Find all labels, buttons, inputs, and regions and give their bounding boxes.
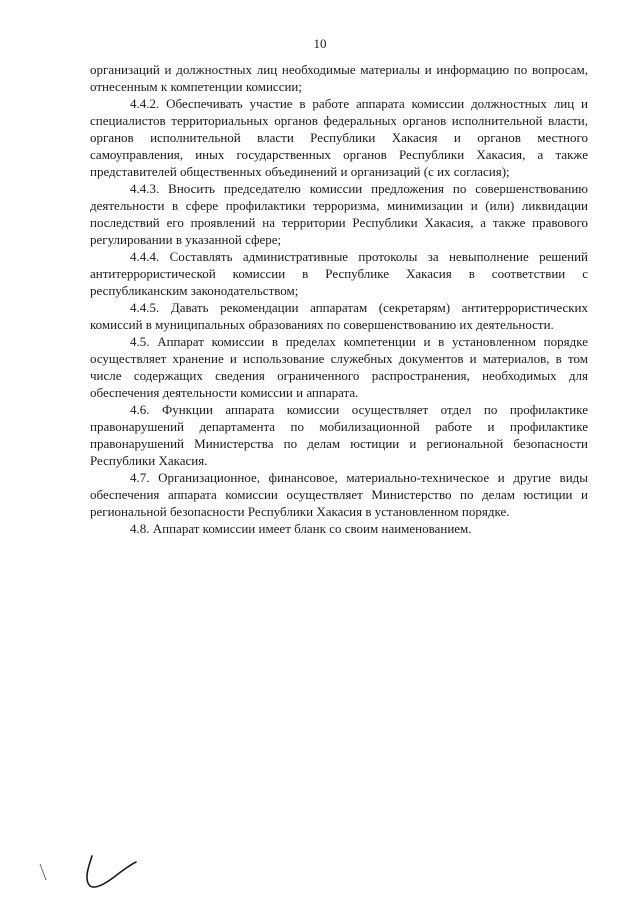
page-number: 10 <box>313 36 327 51</box>
paragraph-4-4-5: 4.4.5. Давать рекомендации аппаратам (секретарям) антитеррористических комиссий в муниципальных образованиях по совершенствованию их деятельности. <box>90 300 588 332</box>
paragraph-4-4-3: 4.4.3. Вносить председателю комиссии предложения по совершенствованию деятельности в сфере профилактики терроризма, минимизации и (или) ликвидации последствий его проявлений на территории Республики Хакасия, а также правового регулировании в указанной сфере; <box>90 181 588 247</box>
paragraph-4-8: 4.8. Аппарат комиссии имеет бланк со своим наименованием. <box>130 521 472 536</box>
document-body <box>90 61 588 537</box>
paragraph-4-7: 4.7. Организационное, финансовое, материально-техническое и другие виды обеспечения аппарата комиссии осуществляет Министерство по делам юстиции и региональной безопасности Республики Хакасия в установленном порядке. <box>90 470 588 519</box>
paragraph-continuation: организаций и должностных лиц необходимые материалы и информацию по вопросам, отнесенным к компетенции комиссии; <box>90 62 588 94</box>
signature-mark <box>70 852 140 892</box>
paragraph-4-6: 4.6. Функции аппарата комиссии осуществляет отдел по профилактике правонарушений департамента по мобилизационной работе и профилактике правонарушений Министерства по делам юстиции и региональной безопасности Республики Хакасия. <box>90 402 588 468</box>
paragraph-4-4-2: 4.4.2. Обеспечивать участие в работе аппарата комиссии должностных лиц и специалистов территориальных органов федеральных органов исполнительной власти, органов исполнительной власти Республики Хакасия и органов местного самоуправления, иных государственных органов Республики Хакасия, а также представителей общественных объединений и организаций (с их согласия); <box>90 96 588 179</box>
margin-mark-icon <box>38 862 48 882</box>
paragraph-4-4-4: 4.4.4. Составлять административные протоколы за невыполнение решений антитеррористической комиссии в Республике Хакасия в соответствии с республиканским законодательством; <box>90 249 588 298</box>
paragraph-4-5: 4.5. Аппарат комиссии в пределах компетенции и в установленном порядке осуществляет хранение и использование служебных документов и материалов, в том числе содержащих сведения ограниченного распространения, необходимых для обеспечения деятельности комиссии и аппарата. <box>90 334 588 400</box>
